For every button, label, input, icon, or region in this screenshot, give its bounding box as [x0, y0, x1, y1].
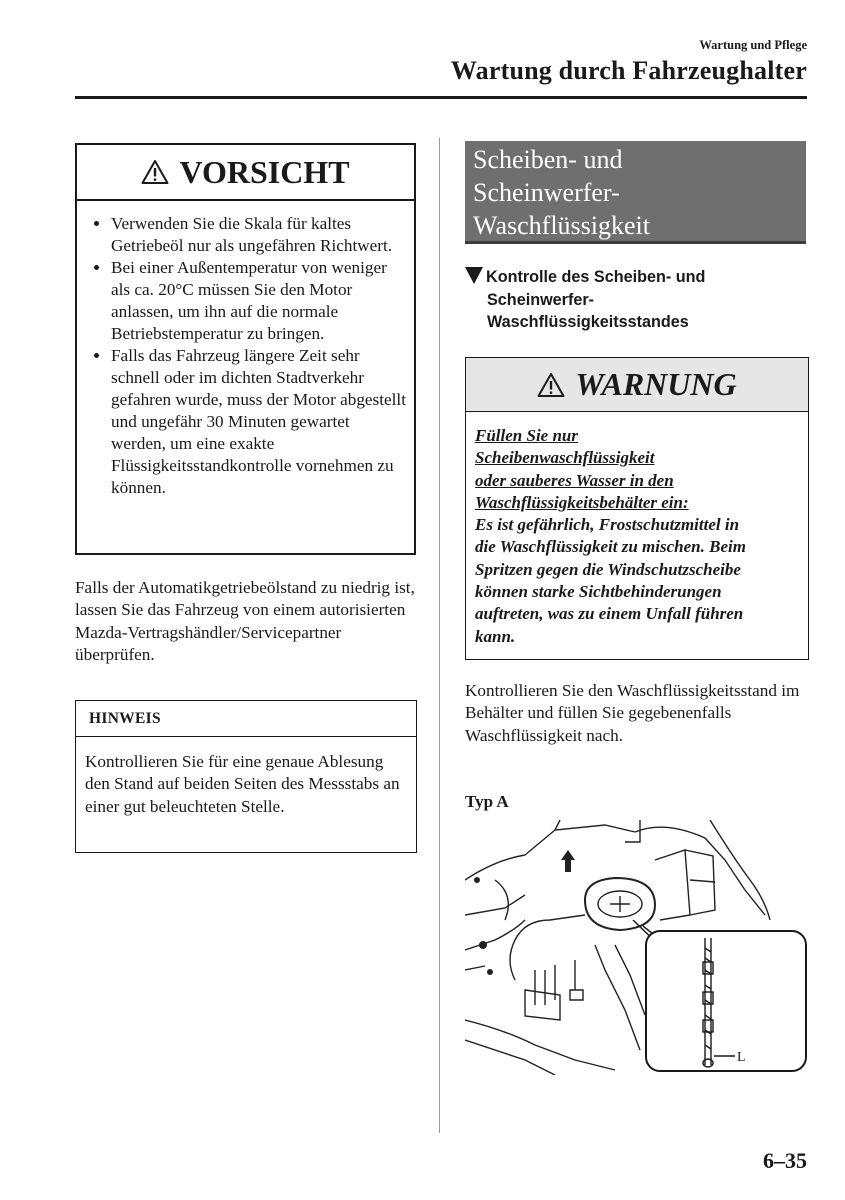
- subheading-line: Waschflüssigkeitsstandes: [487, 313, 689, 331]
- figure-label: Typ A: [465, 792, 509, 811]
- page-number: 6–35: [763, 1148, 807, 1173]
- note-title: HINWEIS: [76, 701, 416, 737]
- warning-line: Es ist gefährlich, Frostschutzmittel in: [475, 515, 740, 535]
- warning-underlined-line: Füllen Sie nur: [475, 426, 578, 445]
- subheading-line: Scheinwerfer-: [487, 290, 595, 309]
- caution-list: [77, 213, 414, 499]
- left-paragraph: Falls der Automatikgetriebeölstand zu niedrig ist, lassen Sie das Fahrzeug von einem autorisierten Mazda-Vertragshändler/Servicepartner überprüfen.: [75, 578, 415, 664]
- subheading: [465, 266, 805, 334]
- section-heading: [465, 141, 806, 244]
- warning-underlined-line: oder sauberes Wasser in den: [475, 470, 674, 490]
- caution-item: • Bei einer Außentemperatur von weniger als ca. 20°C müssen Sie den Motor anlassen, um ihn auf die normale Betriebstemperatur zu bringen.: [111, 257, 406, 345]
- caution-item: • Falls das Fahrzeug längere Zeit sehr schnell oder im dichten Stadtverkehr gefahren wurde, muss der Motor abgestellt und ungefähr 30 Minuten gewartet werden, um eine exakte Flüssigkeitsstandkontrolle vornehmen zu können.: [111, 345, 406, 499]
- warning-triangle-icon: [141, 159, 169, 185]
- caution-header: [77, 145, 414, 201]
- right-paragraph: Kontrollieren Sie den Waschflüssigkeitsstand im Behälter und füllen Sie gegebenenfalls Waschflüssigkeit nach.: [465, 681, 800, 745]
- caution-box: [75, 143, 416, 555]
- warning-triangle-icon: [537, 372, 565, 398]
- warning-title: WARNUNG: [575, 366, 737, 402]
- warning-line: kann.: [475, 626, 516, 646]
- warning-header: [466, 358, 808, 412]
- caution-item: • Verwenden Sie die Skala für kaltes Getriebeöl nur als ungefähren Richtwert.: [111, 213, 406, 257]
- column-divider: [439, 138, 440, 1133]
- warning-underlined-line: Waschflüssigkeitsbehälter ein:: [475, 492, 689, 512]
- note-box: [75, 700, 417, 853]
- section-heading-line: Waschflüssigkeit: [473, 211, 650, 240]
- warning-line: die Waschflüssigkeit zu mischen. Beim: [475, 537, 746, 557]
- warning-body: [466, 412, 808, 648]
- warning-box: [465, 357, 809, 660]
- section-heading-line: Scheiben- und: [473, 145, 623, 174]
- page-title: Wartung durch Fahrzeughalter: [450, 56, 807, 85]
- washer-reservoir-illustration: [465, 820, 810, 1075]
- warning-line: Spritzen gegen die Windschutzscheibe: [475, 559, 741, 579]
- subheading-line: Kontrolle des Scheiben- und: [486, 268, 706, 286]
- warning-line: auftreten, was zu einem Unfall führen: [475, 604, 744, 624]
- triangle-bullet-icon: [465, 267, 483, 284]
- section-heading-line: Scheinwerfer-: [473, 178, 620, 207]
- header-rule: [75, 96, 807, 99]
- warning-underlined-line: Scheibenwaschflüssigkeit: [475, 448, 655, 468]
- level-callout-label: L: [737, 1050, 746, 1065]
- caution-title: VORSICHT: [179, 153, 350, 190]
- warning-line: können starke Sichtbehinderungen: [475, 582, 722, 602]
- note-body: Kontrollieren Sie für eine genaue Ablesung den Stand auf beiden Seiten des Messstabs an einer gut beleuchteten Stelle.: [85, 752, 400, 816]
- header-section: Wartung und Pflege: [699, 38, 807, 52]
